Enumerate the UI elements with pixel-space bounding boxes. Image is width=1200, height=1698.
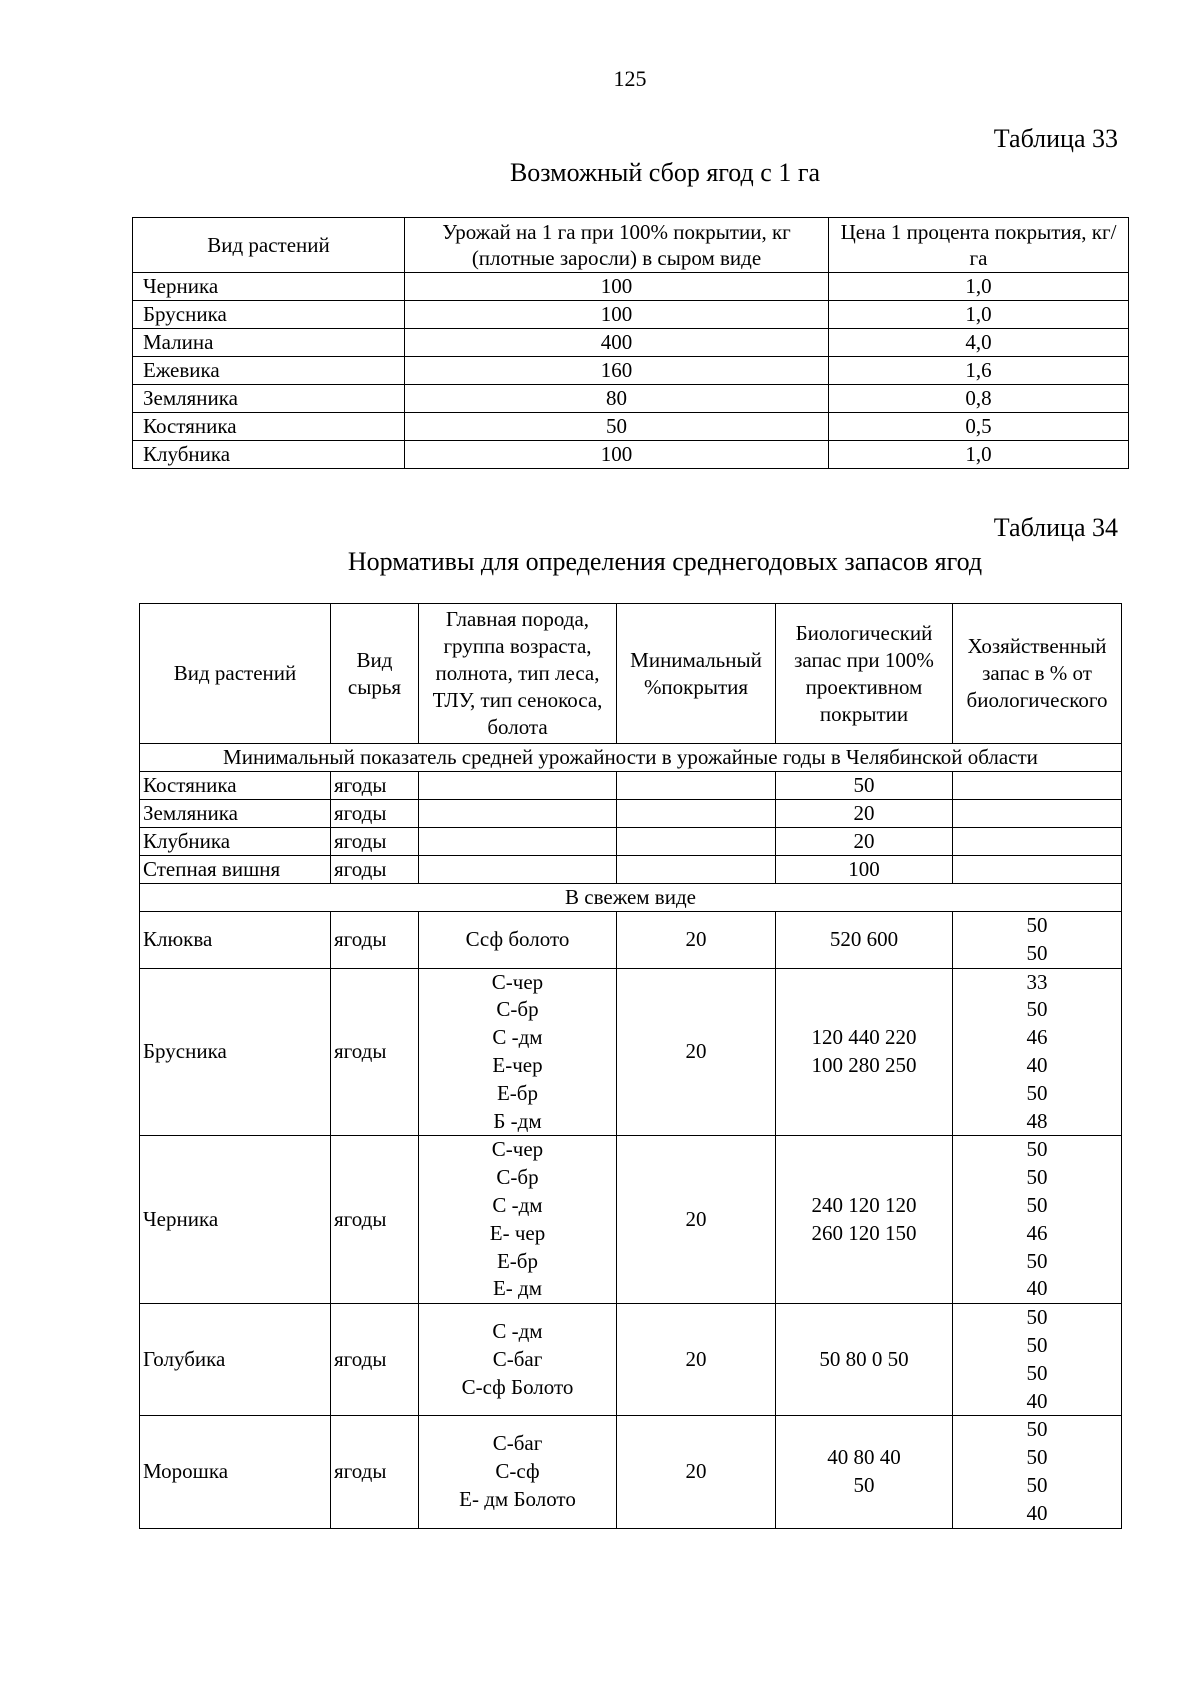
forest-cell	[419, 800, 617, 828]
table-row	[140, 856, 1122, 884]
plant-cell: Голубика	[140, 1304, 331, 1416]
bio-stock-cell	[776, 1136, 953, 1304]
header-forest: Главная порода, группа возраста, полнота, тип леса, ТЛУ, тип сенокоса, болота	[419, 604, 617, 744]
bio-stock-cell-line: 40 80 40	[827, 1445, 901, 1470]
table-row	[133, 273, 1129, 301]
table34-label: Таблица 34	[993, 513, 1118, 542]
forest-cell-line: Е- чер	[489, 1220, 546, 1245]
plant-cell: Черника	[140, 1136, 331, 1304]
plant-cell: Брусника	[140, 968, 331, 1136]
econ-stock-cell-line: 50	[1026, 1305, 1048, 1330]
min-cover-cell: 20	[617, 1136, 776, 1304]
forest-cell	[419, 968, 617, 1136]
bio-stock-cell: 50	[776, 772, 953, 800]
econ-stock-cell-line: 50	[1026, 1248, 1048, 1273]
min-cover-cell	[617, 828, 776, 856]
min-cover-cell: 20	[617, 968, 776, 1136]
econ-stock-cell-line: 50	[1026, 1165, 1048, 1190]
price-cell: 1,0	[829, 273, 1129, 301]
yield-cell: 400	[405, 329, 829, 357]
bio-stock-cell-line: 50 80 0 50	[819, 1346, 909, 1371]
econ-stock-cell-line: 40	[1026, 1052, 1048, 1077]
bio-stock-cell: 20	[776, 800, 953, 828]
bio-stock-cell-line: 120 440 220	[811, 1025, 917, 1050]
raw-cell: ягоды	[331, 856, 419, 884]
min-cover-cell: 20	[617, 1304, 776, 1416]
econ-stock-cell	[953, 968, 1122, 1136]
econ-stock-cell-line: 50	[1026, 1417, 1048, 1442]
plant-cell: Земляника	[140, 800, 331, 828]
price-cell: 4,0	[829, 329, 1129, 357]
table33-label: Таблица 33	[993, 124, 1118, 153]
plant-cell: Степная вишня	[140, 856, 331, 884]
forest-cell	[419, 772, 617, 800]
forest-cell-line: Е-чер	[492, 1052, 543, 1077]
forest-cell-line: С-сф	[495, 1459, 540, 1484]
bio-stock-cell	[776, 1416, 953, 1528]
raw-cell: ягоды	[331, 912, 419, 969]
bio-stock-cell-line: 50	[853, 1472, 875, 1497]
bio-stock-cell-line: 240 120 120	[811, 1192, 917, 1217]
header-bio-stock: Биологический запас при 100% проективном покрытии	[776, 604, 953, 744]
raw-cell: ягоды	[331, 968, 419, 1136]
econ-stock-cell-line: 50	[1026, 997, 1048, 1022]
header-econ-stock: Хозяйственный запас в % от биологического	[953, 604, 1122, 744]
econ-stock-cell-line: 50	[1026, 1332, 1048, 1357]
bio-stock-cell	[776, 912, 953, 969]
price-cell: 1,6	[829, 357, 1129, 385]
min-cover-cell: 20	[617, 1416, 776, 1528]
min-cover-cell	[617, 800, 776, 828]
forest-cell-line: Ссф болото	[465, 926, 570, 951]
forest-cell-line: Е- дм Болото	[459, 1486, 576, 1511]
econ-stock-cell-line: 50	[1026, 1137, 1048, 1162]
raw-cell: ягоды	[331, 1136, 419, 1304]
econ-stock-cell	[953, 772, 1122, 800]
bio-stock-cell	[776, 1304, 953, 1416]
table34	[139, 603, 1122, 1529]
forest-cell-line: С-баг	[492, 1346, 543, 1371]
table-row	[133, 385, 1129, 413]
plant-cell: Клюква	[140, 912, 331, 969]
forest-cell-line: С -дм	[492, 1319, 543, 1344]
table-row	[133, 357, 1129, 385]
econ-stock-cell-line: 50	[1026, 913, 1048, 937]
plant-cell: Костяника	[140, 772, 331, 800]
econ-stock-cell-line: 33	[1026, 969, 1048, 994]
plant-cell: Малина	[133, 329, 405, 357]
forest-cell-line: Б -дм	[493, 1108, 542, 1133]
bio-stock-cell-line: 520 600	[829, 926, 899, 951]
bio-stock-cell: 20	[776, 828, 953, 856]
table-row	[133, 301, 1129, 329]
forest-cell-line: Е- дм	[492, 1276, 543, 1301]
header-plant: Вид растений	[140, 604, 331, 744]
table33-title: Возможный сбор ягод с 1 га	[509, 158, 821, 187]
yield-cell: 100	[405, 441, 829, 469]
forest-cell-line: С-чер	[491, 969, 544, 994]
econ-stock-cell-line: 50	[1026, 940, 1048, 965]
price-cell: 0,5	[829, 413, 1129, 441]
price-cell: 0,8	[829, 385, 1129, 413]
plant-cell: Морошка	[140, 1416, 331, 1528]
forest-cell-line: С-баг	[492, 1431, 543, 1456]
forest-cell-line: Е-бр	[496, 1080, 538, 1105]
bio-stock-cell-line: 100 280 250	[811, 1052, 917, 1077]
yield-cell: 100	[405, 273, 829, 301]
table34-title: Нормативы для определения среднегодовых запасов ягод	[347, 547, 983, 576]
table33	[132, 217, 1129, 469]
econ-stock-cell	[953, 912, 1122, 969]
section-heading: Минимальный показатель средней урожайности в урожайные годы в Челябинской области	[140, 744, 1122, 772]
header-min-cover: Минимальный %покрытия	[617, 604, 776, 744]
econ-stock-cell	[953, 1136, 1122, 1304]
econ-stock-cell-line: 50	[1026, 1472, 1048, 1497]
raw-cell: ягоды	[331, 1304, 419, 1416]
table-row	[133, 413, 1129, 441]
econ-stock-cell-line: 40	[1026, 1500, 1048, 1525]
forest-cell	[419, 828, 617, 856]
econ-stock-cell-line: 50	[1026, 1445, 1048, 1470]
plant-cell: Клубника	[140, 828, 331, 856]
raw-cell: ягоды	[331, 772, 419, 800]
bio-stock-cell: 100	[776, 856, 953, 884]
plant-cell: Клубника	[133, 441, 405, 469]
forest-cell-line: С-чер	[491, 1137, 544, 1162]
forest-cell-line: С -дм	[492, 1025, 543, 1050]
table-row	[140, 800, 1122, 828]
table-row	[140, 968, 1122, 1136]
forest-cell	[419, 1416, 617, 1528]
table-row	[140, 1416, 1122, 1528]
header-yield: Урожай на 1 га при 100% покрытии, кг (плотные заросли) в сыром виде	[405, 218, 829, 273]
econ-stock-cell	[953, 1304, 1122, 1416]
forest-cell	[419, 1136, 617, 1304]
forest-cell-line: С -дм	[492, 1192, 543, 1217]
econ-stock-cell-line: 46	[1026, 1025, 1048, 1050]
econ-stock-cell-line: 40	[1026, 1388, 1048, 1413]
section-row	[140, 884, 1122, 912]
yield-cell: 100	[405, 301, 829, 329]
econ-stock-cell	[953, 828, 1122, 856]
section-row	[140, 744, 1122, 772]
table-row	[140, 1136, 1122, 1304]
price-cell: 1,0	[829, 441, 1129, 469]
raw-cell: ягоды	[331, 1416, 419, 1528]
plant-cell: Земляника	[133, 385, 405, 413]
table-row	[140, 912, 1122, 969]
plant-cell: Костяника	[133, 413, 405, 441]
table-row	[140, 828, 1122, 856]
table-row	[140, 772, 1122, 800]
econ-stock-cell	[953, 1416, 1122, 1528]
econ-stock-cell-line: 40	[1026, 1276, 1048, 1301]
table33-header-row	[133, 218, 1129, 273]
bio-stock-cell	[776, 968, 953, 1136]
raw-cell: ягоды	[331, 828, 419, 856]
forest-cell-line: Е-бр	[496, 1248, 538, 1273]
econ-stock-cell-line: 50	[1026, 1080, 1048, 1105]
econ-stock-cell	[953, 856, 1122, 884]
min-cover-cell: 20	[617, 912, 776, 969]
econ-stock-cell-line: 46	[1026, 1220, 1048, 1245]
plant-cell: Черника	[133, 273, 405, 301]
yield-cell: 80	[405, 385, 829, 413]
section-heading: В свежем виде	[140, 884, 1122, 912]
econ-stock-cell	[953, 800, 1122, 828]
forest-cell	[419, 912, 617, 969]
min-cover-cell	[617, 856, 776, 884]
plant-cell: Ежевика	[133, 357, 405, 385]
table-row	[133, 329, 1129, 357]
econ-stock-cell-line: 50	[1026, 1192, 1048, 1217]
forest-cell-line: С-сф Болото	[461, 1374, 574, 1399]
header-raw: Вид сырья	[331, 604, 419, 744]
forest-cell	[419, 856, 617, 884]
econ-stock-cell-line: 50	[1026, 1360, 1048, 1385]
page-number: 125	[613, 66, 647, 91]
raw-cell: ягоды	[331, 800, 419, 828]
min-cover-cell	[617, 772, 776, 800]
table34-header-row	[140, 604, 1122, 744]
table-row	[140, 1304, 1122, 1416]
yield-cell: 160	[405, 357, 829, 385]
yield-cell: 50	[405, 413, 829, 441]
econ-stock-cell-line: 48	[1026, 1108, 1048, 1133]
price-cell: 1,0	[829, 301, 1129, 329]
table-row	[133, 441, 1129, 469]
header-price: Цена 1 процента покрытия, кг/га	[829, 218, 1129, 273]
bio-stock-cell-line: 260 120 150	[811, 1220, 917, 1245]
plant-cell: Брусника	[133, 301, 405, 329]
header-plant: Вид растений	[133, 218, 405, 273]
forest-cell-line: С-бр	[496, 997, 539, 1022]
forest-cell-line: С-бр	[496, 1165, 539, 1190]
forest-cell	[419, 1304, 617, 1416]
